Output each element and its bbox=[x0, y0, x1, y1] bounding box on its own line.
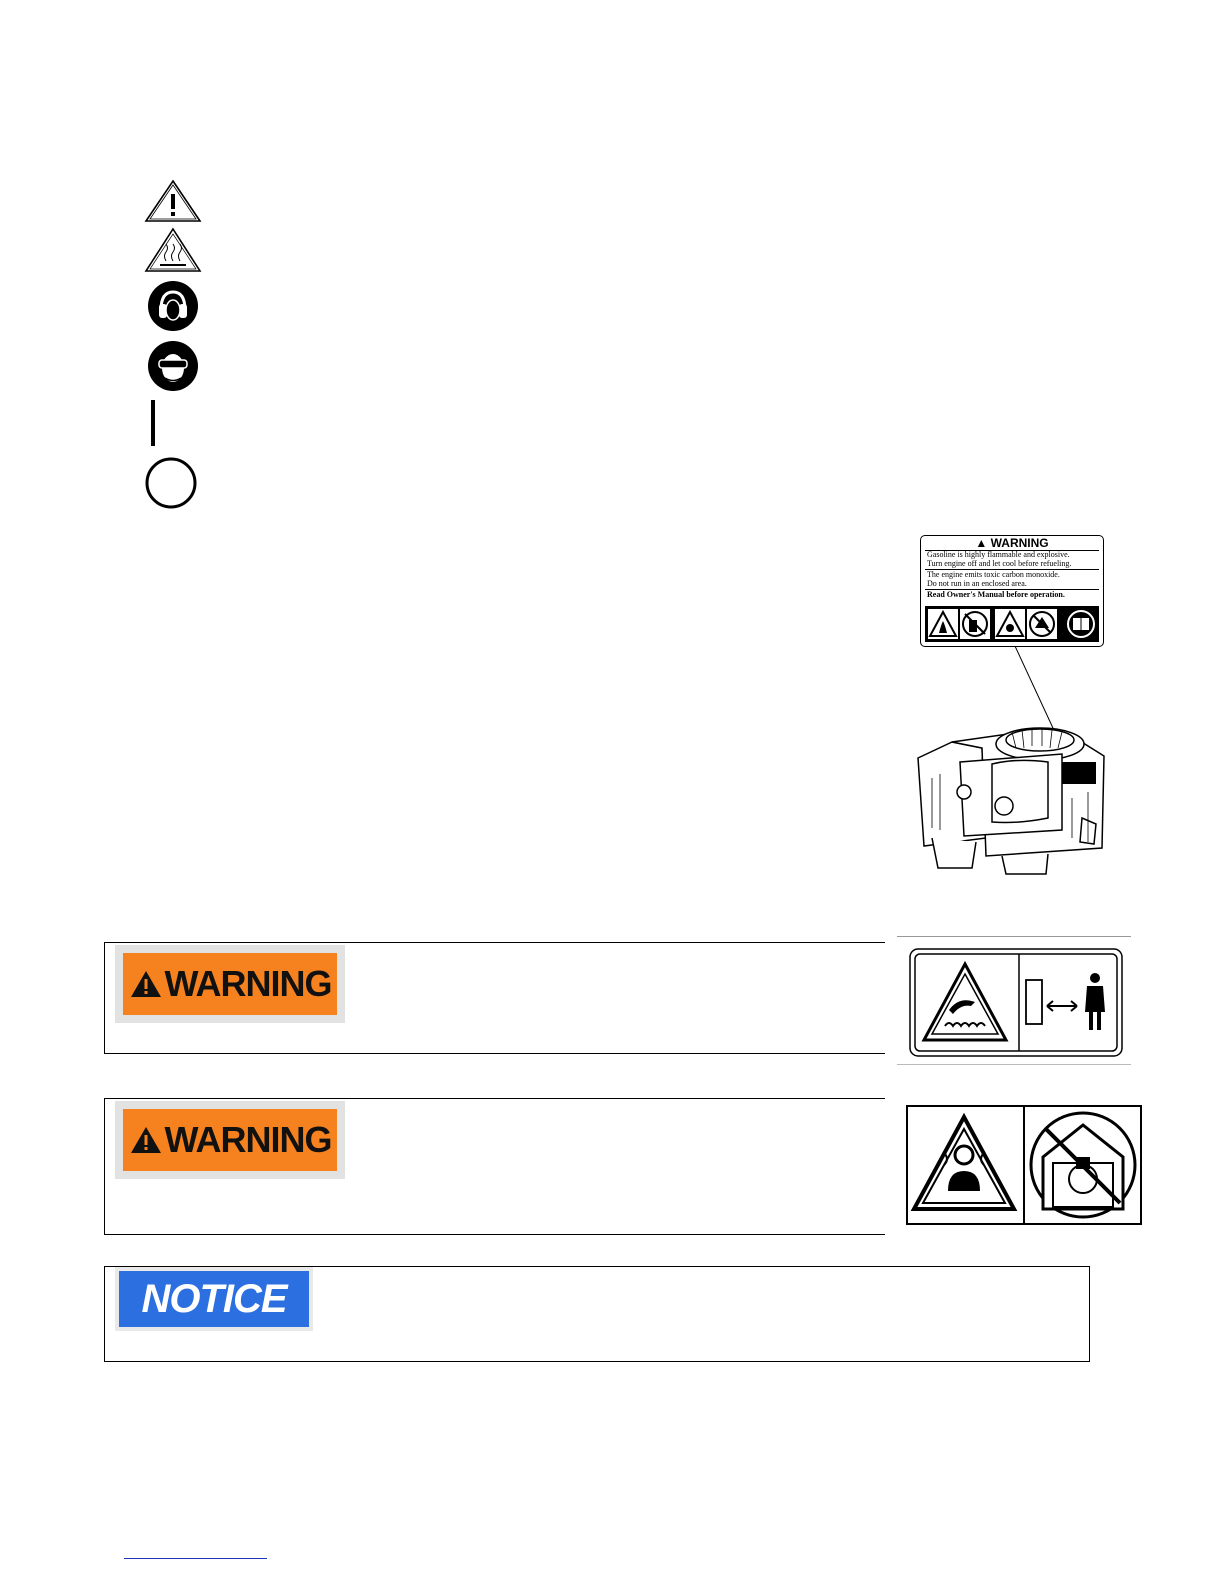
decal-divider bbox=[925, 589, 1099, 590]
on-symbol bbox=[143, 398, 203, 448]
signal-word: NOTICE bbox=[141, 1276, 287, 1321]
fire-icon bbox=[928, 609, 958, 639]
decal-divider bbox=[925, 569, 1099, 570]
footer-link[interactable] bbox=[124, 1558, 267, 1559]
pictogram-rule-bottom bbox=[897, 1064, 1131, 1065]
decal-line: The engine emits toxic carbon monoxide. bbox=[927, 571, 1060, 579]
decal-title bbox=[925, 536, 1099, 551]
enclosed-area-icon bbox=[1027, 609, 1057, 639]
warning-triangle-icon bbox=[129, 1125, 163, 1155]
decal-line: Gasoline is highly flammable and explosive. bbox=[927, 551, 1070, 559]
exclamation-triangle-icon bbox=[143, 178, 203, 224]
hot-surface-keep-distance-icon bbox=[909, 948, 1123, 1058]
power-off-circle-icon bbox=[143, 455, 203, 511]
decal-title-text: WARNING bbox=[990, 536, 1049, 550]
hearing-protection-symbol bbox=[143, 280, 203, 332]
engine-warning-decal bbox=[920, 535, 1104, 647]
decal-line: Do not run in an enclosed area. bbox=[927, 579, 1027, 588]
off-symbol bbox=[143, 455, 203, 511]
carbon-monoxide-icon bbox=[906, 1105, 1142, 1225]
power-on-bar-icon bbox=[143, 398, 203, 448]
hot-surface-symbol bbox=[143, 226, 203, 274]
decal-line: Read Owner's Manual before operation. bbox=[927, 591, 1065, 599]
safety-goggles-icon bbox=[143, 340, 203, 392]
eye-protection-symbol bbox=[143, 340, 203, 392]
engine-illustration-icon bbox=[912, 718, 1108, 878]
decal-pictogram-strip bbox=[925, 606, 1099, 642]
warning-signal-1 bbox=[115, 945, 345, 1023]
hot-surface-triangle-icon bbox=[143, 226, 203, 274]
notice-signal bbox=[115, 1267, 313, 1331]
manual-book-icon bbox=[1068, 611, 1094, 637]
signal-word: WARNING bbox=[164, 963, 332, 1004]
warning-signal-2 bbox=[115, 1101, 345, 1179]
decal-line: Turn engine off and let cool before refueling. bbox=[927, 559, 1072, 568]
fuel-pump-icon bbox=[960, 609, 990, 639]
pictogram-rule-top bbox=[897, 936, 1131, 937]
safety-alert-symbol bbox=[143, 178, 203, 224]
ear-protection-icon bbox=[143, 280, 203, 332]
decal-warning-triangle-icon: ▲ bbox=[975, 536, 988, 550]
signal-word: WARNING bbox=[164, 1119, 332, 1160]
toxic-fumes-icon bbox=[995, 609, 1025, 639]
warning-triangle-icon bbox=[129, 969, 163, 999]
